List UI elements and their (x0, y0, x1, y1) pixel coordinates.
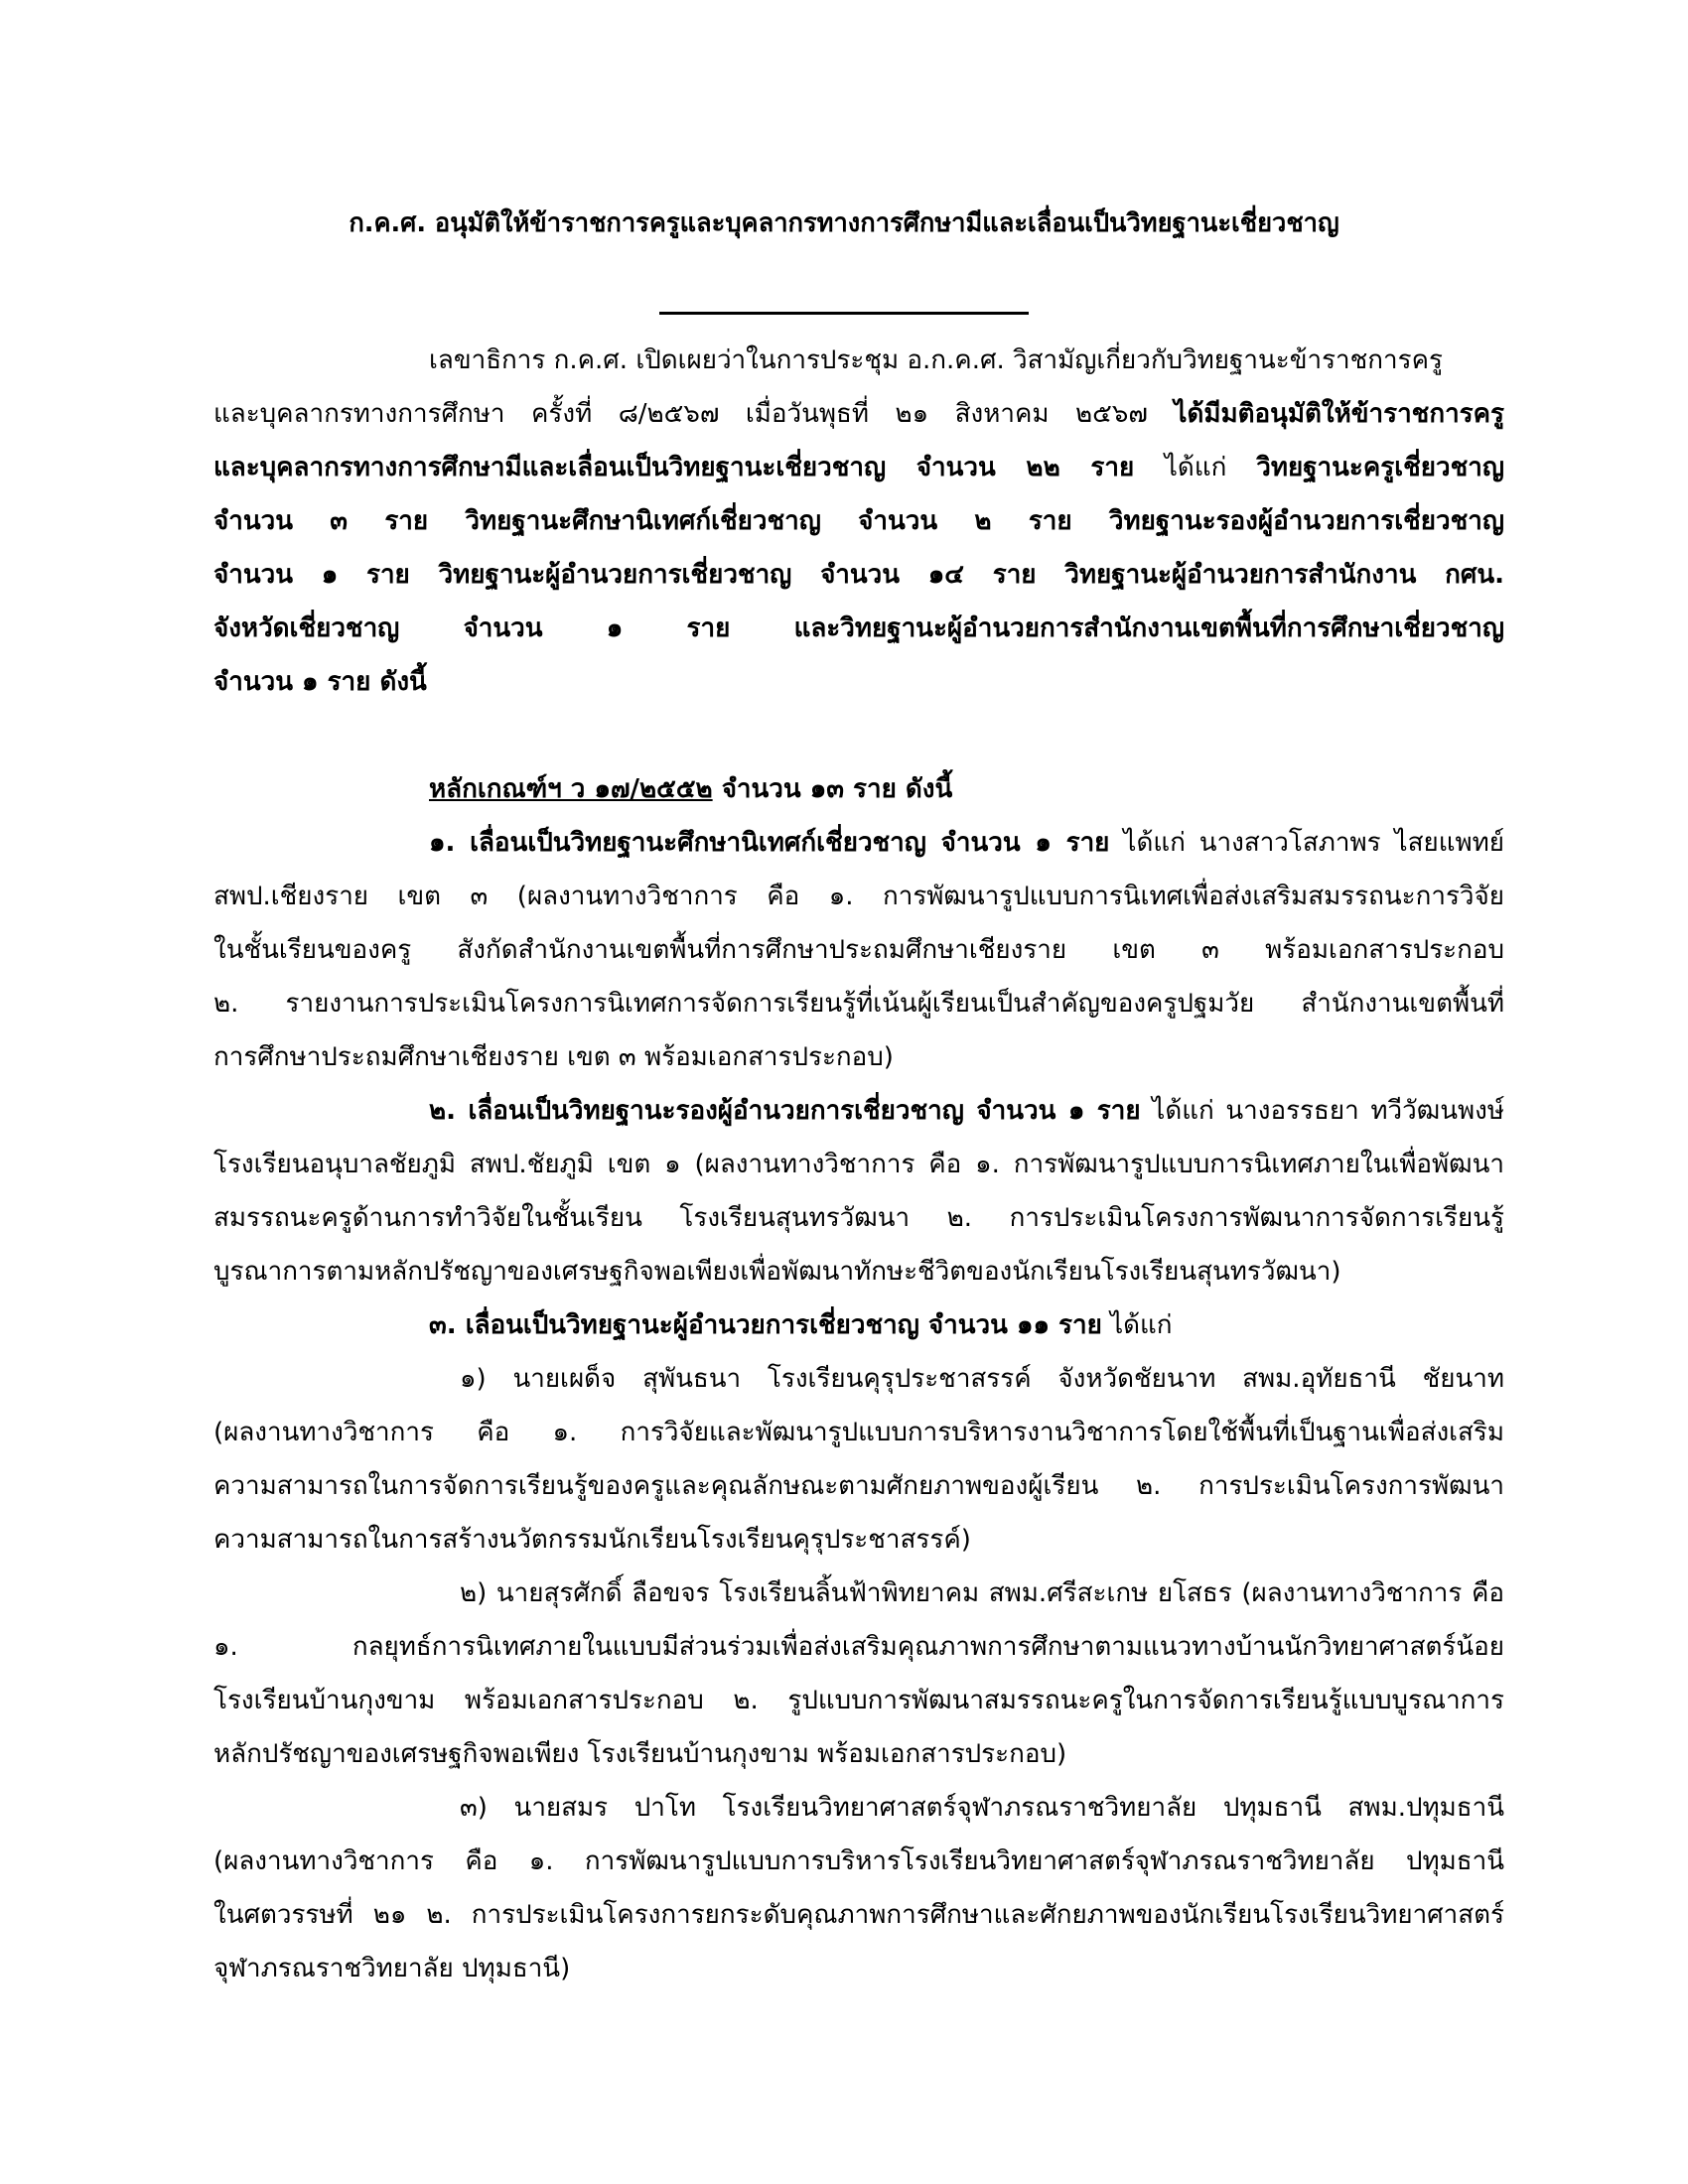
sub3-line-4: จุฬาภรณราชวิทยาลัย ปทุมธานี) (213, 1954, 571, 1983)
intro-line-2-bold: ได้มีมติอนุมัติให้ข้าราชการครู (1174, 399, 1504, 429)
intro-line-3-text: ได้แก่ (1164, 453, 1257, 482)
item2-name: ได้แก่ นางอรรธยา ทวีวัฒนพงษ์ (1140, 1096, 1504, 1126)
item2-line-2: โรงเรียนอนุบาลชัยภูมิ สพป.ชัยภูมิ เขต ๑ (ผลงานทางวิชาการ คือ ๑. การพัฒนารูปแบบการนิเทศภายในเพื่อพัฒนา (213, 1150, 1504, 1179)
item1-line-5: การศึกษาประถมศึกษาเชียงราย เขต ๓ พร้อมเอกสารประกอบ) (213, 1042, 894, 1072)
item1-line-2: สพป.เชียงราย เขต ๓ (ผลงานทางวิชาการ คือ ๑. การพัฒนารูปแบบการนิเทศเพื่อส่งเสริมสมรรถนะการวิจัย (213, 882, 1504, 911)
intro-line-3-bold-end: วิทยฐานะครูเชี่ยวชาญ (1256, 453, 1504, 482)
item3-heading: ๓. เลื่อนเป็นวิทยฐานะผู้อำนวยการเชี่ยวชาญ จำนวน ๑๑ ราย (429, 1310, 1102, 1340)
sub1-line-3: ความสามารถในการจัดการเรียนรู้ของครูและคุณลักษณะตามศักยภาพของผู้เรียน ๒. การประเมินโครงการพัฒนา (213, 1471, 1504, 1501)
criteria-heading (429, 762, 1504, 816)
sub3-line-1: ๓) นายสมร ปาโท โรงเรียนวิทยาศาสตร์จุฬาภรณราชวิทยาลัย ปทุมธานี สพม.ปทุมธานี (460, 1793, 1504, 1823)
criteria-heading-rest: จำนวน ๑๓ ราย ดังนี้ (712, 774, 953, 804)
item1-line-3: ในชั้นเรียนของครู สังกัดสำนักงานเขตพื้นที่การศึกษาประถมศึกษาเชียงราย เขต ๓ พร้อมเอกสารประกอบ (213, 935, 1504, 965)
intro-line-1: เลขาธิการ ก.ค.ศ. เปิดเผยว่าในการประชุม อ.ก.ค.ศ. วิสามัญเกี่ยวกับวิทยฐานะข้าราชการครู (429, 345, 1443, 375)
item2-heading: ๒. เลื่อนเป็นวิทยฐานะรองผู้อำนวยการเชี่ยวชาญ จำนวน ๑ ราย (429, 1096, 1141, 1126)
sub2-line-1: ๒) นายสุรศักดิ์ ลือขจร โรงเรียนลิ้นฟ้าพิทยาคม สพม.ศรีสะเกษ ยโสธร (ผลงานทางวิชาการ คือ (460, 1578, 1504, 1608)
document-title: ก.ค.ศ. อนุมัติให้ข้าราชการครูและบุคลากรทางการศึกษามีและเลื่อนเป็นวิทยฐานะเชี่ยวชาญ (349, 208, 1339, 238)
title-underline-rule (659, 312, 1029, 315)
sub2-line-2: ๑. กลยุทธ์การนิเทศภายในแบบมีส่วนร่วมเพื่อส่งเสริมคุณภาพการศึกษาตามแนวทางบ้านนักวิทยาศาสตร์น้อย (213, 1632, 1504, 1662)
intro-line-7: จำนวน ๑ ราย ดังนี้ (213, 667, 427, 697)
intro-line-3 (213, 441, 1504, 494)
intro-line-2-text: และบุคลากรทางการศึกษา ครั้งที่ ๘/๒๕๖๗ เมื่อวันพุธที่ ๒๑ สิงหาคม ๒๕๖๗ (213, 399, 1175, 429)
sub1-line-2: (ผลงานทางวิชาการ คือ ๑. การวิจัยและพัฒนารูปแบบการบริหารงานวิชาการโดยใช้พื้นที่เป็นฐานเพื่อส่งเสริม (213, 1418, 1504, 1447)
sub3-line-3: ในศตวรรษที่ ๒๑ ๒. การประเมินโครงการยกระดับคุณภาพการศึกษาและศักยภาพของนักเรียนโรงเรียนวิทยาศาสตร์ (213, 1900, 1504, 1930)
sub1-line-4: ความสามารถในการสร้างนวัตกรรมนักเรียนโรงเรียนคุรุประชาสรรค์) (213, 1525, 971, 1555)
item1-line-1 (429, 816, 1504, 870)
item1-name: ได้แก่ นางสาวโสภาพร ไสยแพทย์ (1109, 828, 1504, 858)
item3-line-1 (429, 1298, 1504, 1352)
intro-line-2 (213, 387, 1504, 441)
sub2-line-3: โรงเรียนบ้านกุงขาม พร้อมเอกสารประกอบ ๒. รูปแบบการพัฒนาสมรรถนะครูในการจัดการเรียนรู้แบบบูรณาการ (213, 1686, 1504, 1715)
sub3-line-2: (ผลงานทางวิชาการ คือ ๑. การพัฒนารูปแบบการบริหารโรงเรียนวิทยาศาสตร์จุฬาภรณราชวิทยาลัย ปทุมธานี (213, 1846, 1504, 1876)
item1-heading: ๑. เลื่อนเป็นวิทยฐานะศึกษานิเทศก์เชี่ยวชาญ จำนวน ๑ ราย (429, 828, 1110, 858)
intro-line-3-bold: และบุคลากรทางการศึกษามีและเลื่อนเป็นวิทยฐานะเชี่ยวชาญ จำนวน ๒๒ ราย (213, 453, 1165, 482)
intro-line-4: จำนวน ๓ ราย วิทยฐานะศึกษานิเทศก์เชี่ยวชาญ จำนวน ๒ ราย วิทยฐานะรองผู้อำนวยการเชี่ยวชาญ (213, 506, 1504, 536)
item2-line-1 (429, 1084, 1504, 1138)
criteria-heading-underlined: หลักเกณฑ์ฯ ว ๑๗/๒๕๕๒ (429, 774, 713, 804)
item3-tail: ได้แก่ (1101, 1310, 1173, 1340)
sub2-line-4: หลักปรัชญาของเศรษฐกิจพอเพียง โรงเรียนบ้านกุงขาม พร้อมเอกสารประกอบ) (213, 1739, 1067, 1769)
intro-line-5: จำนวน ๑ ราย วิทยฐานะผู้อำนวยการเชี่ยวชาญ จำนวน ๑๔ ราย วิทยฐานะผู้อำนวยการสำนักงาน กศน. (213, 560, 1504, 590)
intro-line-6: จังหวัดเชี่ยวชาญ จำนวน ๑ ราย และวิทยฐานะผู้อำนวยการสำนักงานเขตพื้นที่การศึกษาเชี่ยวชาญ (213, 614, 1504, 643)
item1-line-4: ๒. รายงานการประเมินโครงการนิเทศการจัดการเรียนรู้ที่เน้นผู้เรียนเป็นสำคัญของครูปฐมวัย สำนักงานเขตพื้นที่ (213, 989, 1504, 1019)
sub1-line-1: ๑) นายเผด็จ สุพันธนา โรงเรียนคุรุประชาสรรค์ จังหวัดชัยนาท สพม.อุทัยธานี ชัยนาท (460, 1364, 1504, 1394)
item2-line-3: สมรรถนะครูด้านการทำวิจัยในชั้นเรียน โรงเรียนสุนทรวัฒนา ๒. การประเมินโครงการพัฒนาการจัดการเรียนรู้ (213, 1203, 1504, 1233)
item2-line-4: บูรณาการตามหลักปรัชญาของเศรษฐกิจพอเพียงเพื่อพัฒนาทักษะชีวิตของนักเรียนโรงเรียนสุนทรวัฒนา) (213, 1257, 1341, 1287)
